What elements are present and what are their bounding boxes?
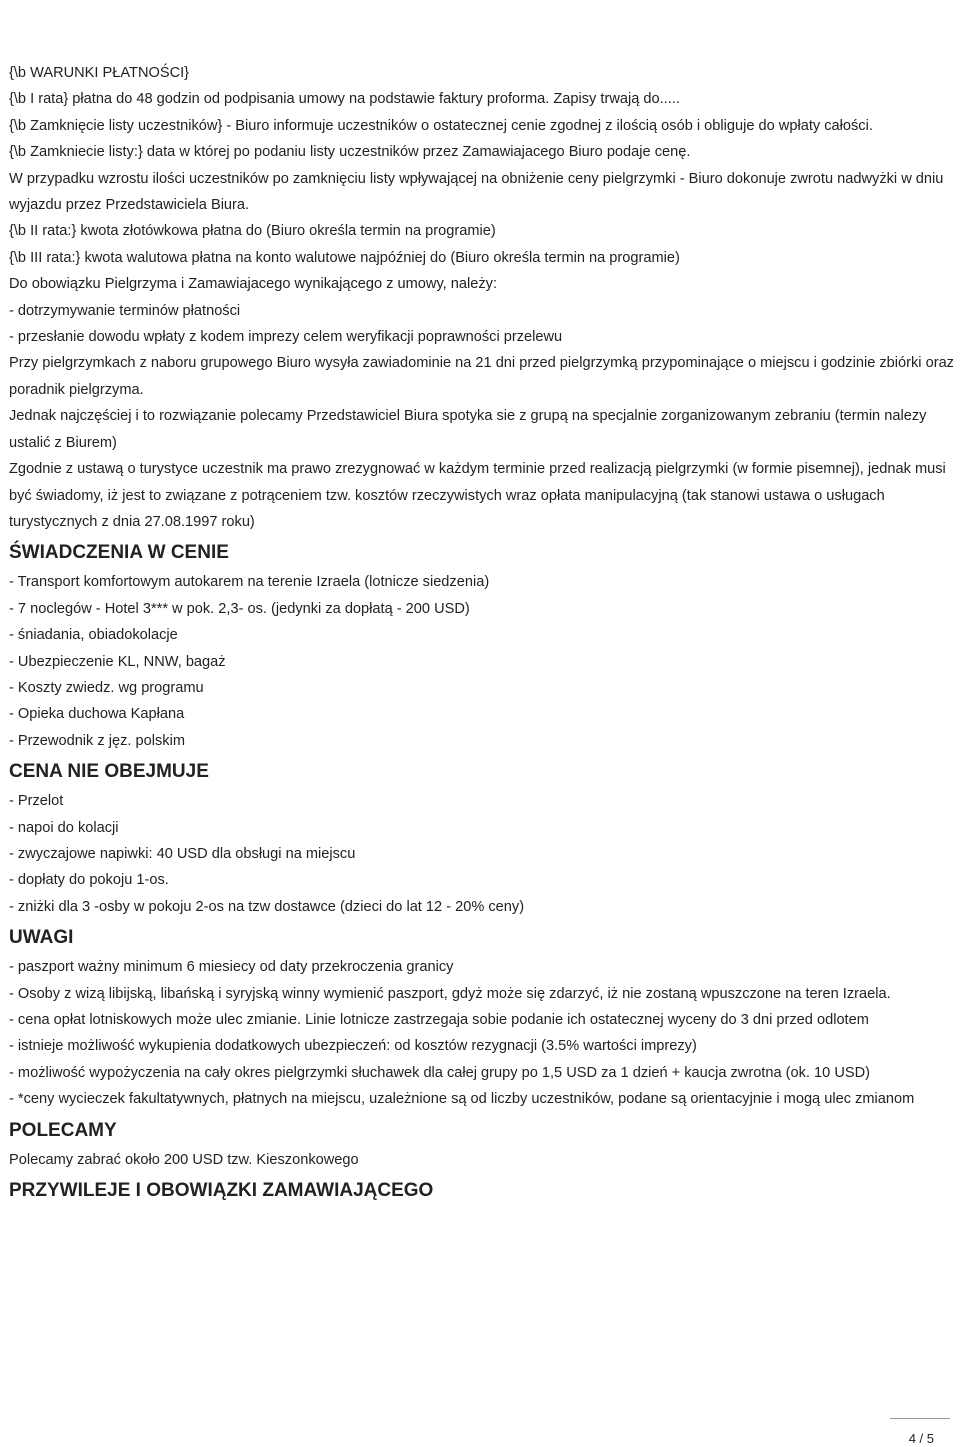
section-heading-polecamy: POLECAMY	[9, 1119, 117, 1141]
list-item: - Przelot	[9, 793, 64, 810]
list-item: - 7 noclegów - Hotel 3*** w pok. 2,3- os. (jedynki za dopłatą - 200 USD)	[9, 600, 470, 617]
list-item: - napoi do kolacji	[9, 819, 119, 836]
list-item: - Opieka duchowa Kapłana	[9, 706, 185, 723]
paragraph: {\b I rata} płatna do 48 godzin od podpisania umowy na podstawie faktury proforma. Zapisy trwają do.....	[9, 91, 680, 108]
paragraph: Przy pielgrzymkach z naboru grupowego Biuro wysyła zawiadominie na 21 dni przed pielgrzymką przypominające o miejscu i godzinie zbiórki oraz poradnik pielgrzyma.	[9, 355, 954, 398]
footer-divider	[890, 1418, 950, 1419]
payment-terms-heading: {\b WARUNKI PŁATNOŚCI}	[9, 65, 190, 81]
paragraph: Do obowiązku Pielgrzyma i Zamawiajacego wynikającego z umowy, należy:	[9, 276, 498, 293]
list-item: - Koszty zwiedz. wg programu	[9, 679, 204, 696]
list-item: - Osoby z wizą libijską, libańską i syryjską winny wymienić paszport, gdyż może się zdarzyć, iż nie zostaną wpuszczone na teren Izraela.	[9, 985, 891, 1002]
list-item: - przesłanie dowodu wpłaty z kodem imprezy celem weryfikacji poprawności przelewu	[9, 329, 563, 346]
section-heading-nie-obejmuje: CENA NIE OBEJMUJE	[9, 761, 209, 783]
paragraph: Jednak najczęściej i to rozwiązanie polecamy Przedstawiciel Biura spotyka sie z grupą na specjalnie zorganizowanym zebraniu (termin nalezy ustalić z Biurem)	[9, 408, 927, 451]
section-heading-swiadczenia: ŚWIADCZENIA W CENIE	[9, 542, 229, 564]
list-item: - Przewodnik z jęz. polskim	[9, 732, 185, 749]
paragraph: {\b III rata:} kwota walutowa płatna na konto walutowe najpóźniej do (Biuro określa termin na programie)	[9, 249, 680, 266]
paragraph: W przypadku wzrostu ilości uczestników po zamknięciu listy wpływającej na obniżenie ceny pielgrzymki - Biuro dokonuje zwrotu nadwyżki w dniu wyjazdu przez Przedstawiciela Biura.	[9, 170, 944, 214]
list-item: - cena opłat lotniskowych może ulec zmianie. Linie lotnicze zastrzegaja sobie podanie ich ostatecznej wyceny do 3 dni przed odlotem	[9, 1012, 869, 1028]
list-item: - zniżki dla 3 -osby w pokoju 2-os na tzw dostawce (dzieci do lat 12 - 20% ceny)	[9, 898, 525, 915]
paragraph: Zgodnie z ustawą o turystyce uczestnik ma prawo zrezygnować w każdym terminie przed realizacją pielgrzymki (w formie pisemnej), jednak musi być świadomy, iż jest to związane z potrąceniem tzw. kosztów rzeczywistych wraz opłata manipulacyjną (tak stanowi ustawa o usługach turystycznych z dnia 27.08.1997 roku)	[9, 461, 946, 530]
section-heading-uwagi: UWAGI	[9, 927, 74, 949]
paragraph: {\b Zamknięcie listy uczestników} - Biuro informuje uczestników o ostatecznej cenie zgodnej z ilością osób i obliguje do wpłaty całości.	[9, 117, 873, 134]
paragraph: Polecamy zabrać około 200 USD tzw. Kieszonkowego	[9, 1151, 359, 1168]
paragraph: {\b Zamkniecie listy:} data w której po podaniu listy uczestników przez Zamawiajacego Biuro podaje cenę.	[9, 144, 691, 161]
list-item: - istnieje możliwość wykupienia dodatkowych ubezpieczeń: od kosztów rezygnacji (3.5% wartości imprezy)	[9, 1038, 697, 1055]
list-item: - zwyczajowe napiwki: 40 USD dla obsługi na miejscu	[9, 845, 356, 862]
list-item: - dopłaty do pokoju 1-os.	[9, 872, 169, 889]
list-item: - dotrzymywanie terminów płatności	[9, 302, 241, 319]
section-heading-przywileje: PRZYWILEJE I OBOWIĄZKI ZAMAWIAJĄCEGO	[9, 1180, 434, 1202]
list-item: - śniadania, obiadokolacje	[9, 627, 178, 644]
list-item: - Ubezpieczenie KL, NNW, bagaż	[9, 653, 226, 670]
list-item: - możliwość wypożyczenia na cały okres pielgrzymki słuchawek dla całej grupy po 1,5 USD za 1 dzień + kaucja zwrotna (ok. 10 USD)	[9, 1064, 870, 1081]
list-item: - paszport ważny minimum 6 miesiecy od daty przekroczenia granicy	[9, 959, 454, 976]
paragraph: {\b II rata:} kwota złotówkowa płatna do (Biuro określa termin na programie)	[9, 223, 496, 240]
list-item: - Transport komfortowym autokarem na terenie Izraela (lotnicze siedzenia)	[9, 574, 490, 591]
page-number: 4 / 5	[908, 1431, 934, 1446]
document-body	[9, 60, 954, 1207]
list-item: - *ceny wycieczek fakultatywnych, płatnych na miejscu, uzależnione są od liczby uczestników, podane są orientacyjnie i mogą ulec zmianom	[9, 1091, 915, 1108]
